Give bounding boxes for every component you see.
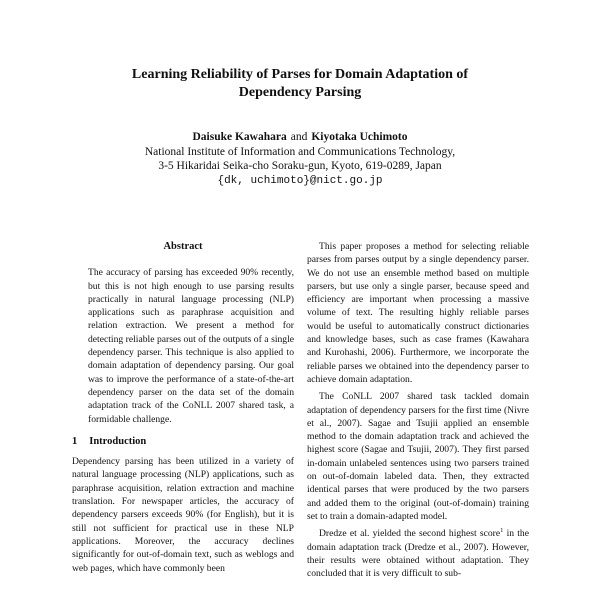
body-paragraph-1: This paper proposes a method for selecting reliable parses from parses output by a single dependency parser. We do not use an ensemble method based on multiple parsers, but use only a single parser, because speed and efficiency are important when processing a massive volume of text. The resulting highly reliable parses would be useful to automatically construct dictionaries and knowledge bases, such as case frames (Kawahara and Kurohashi, 2006). Furthermore, we incorporate the reliable parses we obtained into the dependency parser to achieve domain adaptation. bbox=[307, 241, 529, 385]
abstract-heading: Abstract bbox=[163, 241, 203, 252]
paper-title bbox=[0, 66, 600, 102]
author-block bbox=[0, 130, 600, 188]
body-paragraph-2: The CoNLL 2007 shared task tackled domain adaptation of dependency parsers for the first time (Nivre et al., 2007). Sagae and Tsujii applied an ensemble method to the domain adaptation track and achieved the highest score (Sagae and Tsujii, 2007). They first parsed in-domain unlabeled sentences using two parsers trained on out-of-domain labeled data. Then, they extracted identical parses that were produced by the two parsers and added them to the original (out-of-domain) training set to train a domain-adapted model. bbox=[307, 391, 529, 522]
affiliation-line-1: National Institute of Information and Communications Technology, bbox=[144, 145, 456, 158]
title-line-2: Dependency Parsing bbox=[238, 85, 362, 100]
left-column bbox=[72, 240, 294, 575]
paragraph-3-text-b: in the domain adaptation track (Dredze et al., 2007). However, their results were obtained without adaptation. They concluded that it is very difficult to sub- bbox=[307, 528, 529, 580]
author-1: Daisuke Kawahara bbox=[192, 131, 287, 143]
body-paragraph-3 bbox=[307, 527, 529, 580]
section-title: Introduction bbox=[89, 435, 147, 447]
author-names bbox=[0, 130, 600, 145]
paragraph-3-text-a: Dredze et al. yielded the second highest score bbox=[319, 528, 501, 540]
right-column bbox=[307, 240, 529, 580]
footnote-marker[interactable]: 1 bbox=[500, 527, 504, 535]
author-email: {dk, uchimoto}@nict.go.jp bbox=[217, 174, 383, 187]
author-2: Kiyotaka Uchimoto bbox=[311, 131, 408, 143]
abstract-text: The accuracy of parsing has exceeded 90% recently, but this is not high enough to use parsing results practically in natural language processing (NLP) applications such as paraphrase acquisition and relation extraction. We present a method for detecting reliable parses out of the outputs of a single dependency parser. This technique is also applied to domain adaptation of dependency parsing. Our goal was to improve the performance of a state-of-the-art dependency parser on the data set of the domain adaptation track of the CoNLL 2007 shared task, a formidable challenge. bbox=[88, 267, 294, 425]
title-line-1: Learning Reliability of Parses for Domain Adaptation of bbox=[131, 67, 469, 82]
section-heading-introduction bbox=[72, 435, 294, 448]
affiliation-line-2: 3-5 Hikaridai Seika-cho Soraku-gun, Kyoto, 619-0289, Japan bbox=[158, 160, 442, 172]
section-number: 1 bbox=[72, 435, 78, 447]
introduction-paragraph-1: Dependency parsing has been utilized in a variety of natural language processing (NLP) applications, such as paraphrase acquisition, relation extraction and machine translation. For newspaper articles, the accuracy of dependency parsers exceeds 90% (for English), but it is still not sufficient for practical use in these NLP applications. Moreover, the accuracy declines significantly for out-of-domain text, such as weblogs and web pages, which have commonly been bbox=[72, 456, 294, 574]
author-joiner: and bbox=[290, 131, 308, 143]
